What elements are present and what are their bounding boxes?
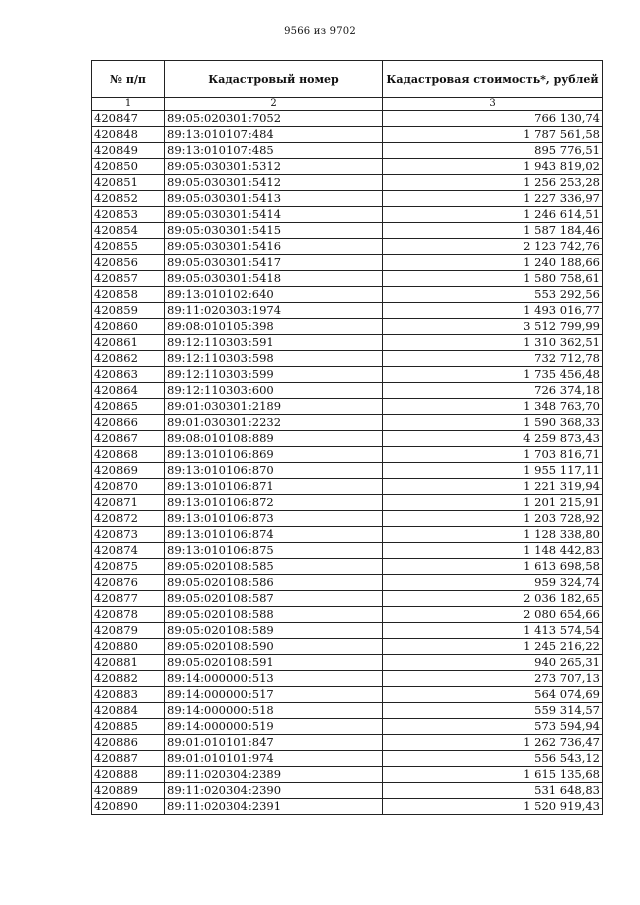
row-number-cell: 420876 <box>92 575 165 591</box>
table-row <box>92 623 603 639</box>
row-number-cell: 420884 <box>92 703 165 719</box>
row-number-cell: 420874 <box>92 543 165 559</box>
cadastral-value-cell: 1 227 336,97 <box>383 191 603 207</box>
cadastral-number-cell: 89:05:030301:5416 <box>165 239 383 255</box>
table-row <box>92 319 603 335</box>
cadastral-value-cell: 1 348 763,70 <box>383 399 603 415</box>
table-row <box>92 159 603 175</box>
row-number-cell: 420866 <box>92 415 165 431</box>
cadastral-number-cell: 89:13:010106:869 <box>165 447 383 463</box>
cadastral-value-cell: 726 374,18 <box>383 383 603 399</box>
cadastral-value-cell: 1 590 368,33 <box>383 415 603 431</box>
row-number-cell: 420870 <box>92 479 165 495</box>
table-row <box>92 223 603 239</box>
row-number-cell: 420878 <box>92 607 165 623</box>
table-row <box>92 143 603 159</box>
cadastral-value-cell: 1 245 216,22 <box>383 639 603 655</box>
cadastral-value-cell: 1 520 919,43 <box>383 799 603 815</box>
cadastral-value-cell: 732 712,78 <box>383 351 603 367</box>
table-row <box>92 335 603 351</box>
row-number-cell: 420883 <box>92 687 165 703</box>
row-number-cell: 420848 <box>92 127 165 143</box>
cadastral-value-cell: 1 240 188,66 <box>383 255 603 271</box>
column-number: 1 <box>92 98 165 111</box>
table-row <box>92 703 603 719</box>
row-number-cell: 420857 <box>92 271 165 287</box>
cadastral-number-cell: 89:13:010107:484 <box>165 127 383 143</box>
cadastral-number-cell: 89:05:030301:5414 <box>165 207 383 223</box>
header-cadastral-number: Кадастровый номер <box>165 61 383 98</box>
row-number-cell: 420875 <box>92 559 165 575</box>
cadastral-value-cell: 1 256 253,28 <box>383 175 603 191</box>
header-cadastral-value: Кадастровая стоимость*, рублей <box>383 61 603 98</box>
column-number: 3 <box>383 98 603 111</box>
table-row <box>92 799 603 815</box>
column-number: 2 <box>165 98 383 111</box>
cadastral-number-cell: 89:05:020108:590 <box>165 639 383 655</box>
cadastral-number-cell: 89:05:030301:5415 <box>165 223 383 239</box>
cadastral-number-cell: 89:05:020301:7052 <box>165 111 383 127</box>
cadastral-number-cell: 89:05:020108:588 <box>165 607 383 623</box>
cadastral-value-cell: 531 648,83 <box>383 783 603 799</box>
table-row <box>92 559 603 575</box>
row-number-cell: 420882 <box>92 671 165 687</box>
cadastral-number-cell: 89:05:020108:586 <box>165 575 383 591</box>
table-row <box>92 271 603 287</box>
cadastral-number-cell: 89:13:010106:872 <box>165 495 383 511</box>
table-row <box>92 655 603 671</box>
table-row <box>92 543 603 559</box>
row-number-cell: 420880 <box>92 639 165 655</box>
cadastral-value-cell: 1 148 442,83 <box>383 543 603 559</box>
row-number-cell: 420867 <box>92 431 165 447</box>
row-number-cell: 420885 <box>92 719 165 735</box>
table-row <box>92 287 603 303</box>
table-row <box>92 479 603 495</box>
row-number-cell: 420860 <box>92 319 165 335</box>
table-header-row <box>92 61 603 98</box>
table-row <box>92 495 603 511</box>
table-row <box>92 367 603 383</box>
row-number-cell: 420877 <box>92 591 165 607</box>
cadastral-number-cell: 89:05:020108:589 <box>165 623 383 639</box>
cadastral-number-cell: 89:13:010102:640 <box>165 287 383 303</box>
cadastral-value-cell: 895 776,51 <box>383 143 603 159</box>
row-number-cell: 420864 <box>92 383 165 399</box>
row-number-cell: 420869 <box>92 463 165 479</box>
table-row <box>92 303 603 319</box>
cadastral-number-cell: 89:13:010106:875 <box>165 543 383 559</box>
cadastral-value-cell: 1 943 819,02 <box>383 159 603 175</box>
row-number-cell: 420855 <box>92 239 165 255</box>
cadastral-number-cell: 89:05:020108:587 <box>165 591 383 607</box>
cadastral-value-cell: 564 074,69 <box>383 687 603 703</box>
row-number-cell: 420856 <box>92 255 165 271</box>
table-row <box>92 751 603 767</box>
cadastral-number-cell: 89:08:010105:398 <box>165 319 383 335</box>
table-row <box>92 191 603 207</box>
cadastral-number-cell: 89:05:030301:5413 <box>165 191 383 207</box>
cadastral-number-cell: 89:14:000000:519 <box>165 719 383 735</box>
table-row <box>92 783 603 799</box>
cadastral-value-cell: 1 613 698,58 <box>383 559 603 575</box>
cadastral-number-cell: 89:05:030301:5412 <box>165 175 383 191</box>
cadastral-number-cell: 89:05:030301:5418 <box>165 271 383 287</box>
cadastral-value-cell: 273 707,13 <box>383 671 603 687</box>
cadastral-number-cell: 89:11:020304:2389 <box>165 767 383 783</box>
table-row <box>92 511 603 527</box>
table-row <box>92 719 603 735</box>
row-number-cell: 420862 <box>92 351 165 367</box>
row-number-cell: 420890 <box>92 799 165 815</box>
row-number-cell: 420879 <box>92 623 165 639</box>
cadastral-value-cell: 556 543,12 <box>383 751 603 767</box>
row-number-cell: 420850 <box>92 159 165 175</box>
cadastral-number-cell: 89:12:110303:598 <box>165 351 383 367</box>
table-row <box>92 527 603 543</box>
cadastral-number-cell: 89:05:030301:5417 <box>165 255 383 271</box>
cadastral-number-cell: 89:01:030301:2189 <box>165 399 383 415</box>
cadastral-number-cell: 89:11:020304:2391 <box>165 799 383 815</box>
cadastral-value-cell: 4 259 873,43 <box>383 431 603 447</box>
cadastral-value-cell: 3 512 799,99 <box>383 319 603 335</box>
row-number-cell: 420887 <box>92 751 165 767</box>
table-row <box>92 399 603 415</box>
cadastral-value-cell: 1 615 135,68 <box>383 767 603 783</box>
row-number-cell: 420859 <box>92 303 165 319</box>
cadastral-value-cell: 959 324,74 <box>383 575 603 591</box>
cadastral-value-cell: 1 310 362,51 <box>383 335 603 351</box>
row-number-cell: 420849 <box>92 143 165 159</box>
cadastral-number-cell: 89:13:010106:870 <box>165 463 383 479</box>
header-row-number: № п/п <box>92 61 165 98</box>
cadastral-value-cell: 2 123 742,76 <box>383 239 603 255</box>
cadastral-value-cell: 1 203 728,92 <box>383 511 603 527</box>
cadastral-value-cell: 1 201 215,91 <box>383 495 603 511</box>
table-row <box>92 415 603 431</box>
cadastral-number-cell: 89:14:000000:517 <box>165 687 383 703</box>
cadastral-value-cell: 573 594,94 <box>383 719 603 735</box>
table-row <box>92 383 603 399</box>
table-row <box>92 175 603 191</box>
cadastral-number-cell: 89:11:020304:2390 <box>165 783 383 799</box>
cadastral-value-cell: 940 265,31 <box>383 655 603 671</box>
cadastral-value-cell: 1 413 574,54 <box>383 623 603 639</box>
row-number-cell: 420861 <box>92 335 165 351</box>
row-number-cell: 420851 <box>92 175 165 191</box>
cadastral-number-cell: 89:08:010108:889 <box>165 431 383 447</box>
cadastral-value-cell: 1 787 561,58 <box>383 127 603 143</box>
row-number-cell: 420873 <box>92 527 165 543</box>
page-header: 9566 из 9702 <box>284 26 356 37</box>
cadastral-value-cell: 1 128 338,80 <box>383 527 603 543</box>
table-row <box>92 255 603 271</box>
cadastral-number-cell: 89:13:010106:871 <box>165 479 383 495</box>
table-row <box>92 239 603 255</box>
table-row <box>92 687 603 703</box>
cadastral-value-cell: 1 580 758,61 <box>383 271 603 287</box>
table-row <box>92 463 603 479</box>
table-row <box>92 639 603 655</box>
cadastral-number-cell: 89:01:030301:2232 <box>165 415 383 431</box>
row-number-cell: 420854 <box>92 223 165 239</box>
cadastral-number-cell: 89:01:010101:974 <box>165 751 383 767</box>
row-number-cell: 420865 <box>92 399 165 415</box>
table-row <box>92 591 603 607</box>
row-number-cell: 420871 <box>92 495 165 511</box>
cadastral-value-cell: 1 221 319,94 <box>383 479 603 495</box>
cadastral-value-cell: 1 735 456,48 <box>383 367 603 383</box>
table-row <box>92 127 603 143</box>
column-number-row <box>92 98 603 111</box>
cadastral-value-cell: 766 130,74 <box>383 111 603 127</box>
cadastral-number-cell: 89:01:010101:847 <box>165 735 383 751</box>
cadastral-value-cell: 559 314,57 <box>383 703 603 719</box>
cadastral-number-cell: 89:11:020303:1974 <box>165 303 383 319</box>
cadastral-number-cell: 89:13:010107:485 <box>165 143 383 159</box>
cadastral-value-cell: 1 587 184,46 <box>383 223 603 239</box>
cadastral-number-cell: 89:05:020108:585 <box>165 559 383 575</box>
cadastral-number-cell: 89:14:000000:518 <box>165 703 383 719</box>
row-number-cell: 420868 <box>92 447 165 463</box>
table-row <box>92 767 603 783</box>
cadastral-number-cell: 89:05:030301:5312 <box>165 159 383 175</box>
cadastral-value-cell: 553 292,56 <box>383 287 603 303</box>
row-number-cell: 420852 <box>92 191 165 207</box>
table-row <box>92 431 603 447</box>
cadastral-number-cell: 89:12:110303:591 <box>165 335 383 351</box>
cadastral-value-cell: 1 493 016,77 <box>383 303 603 319</box>
cadastral-number-cell: 89:12:110303:600 <box>165 383 383 399</box>
table-row <box>92 575 603 591</box>
cadastral-value-cell: 2 036 182,65 <box>383 591 603 607</box>
cadastral-number-cell: 89:12:110303:599 <box>165 367 383 383</box>
table-row <box>92 735 603 751</box>
row-number-cell: 420858 <box>92 287 165 303</box>
cadastral-number-cell: 89:14:000000:513 <box>165 671 383 687</box>
cadastral-number-cell: 89:05:020108:591 <box>165 655 383 671</box>
table-row <box>92 207 603 223</box>
row-number-cell: 420889 <box>92 783 165 799</box>
cadastral-value-table <box>91 60 603 815</box>
table-row <box>92 351 603 367</box>
table-body <box>92 111 603 815</box>
row-number-cell: 420881 <box>92 655 165 671</box>
table-row <box>92 111 603 127</box>
cadastral-number-cell: 89:13:010106:873 <box>165 511 383 527</box>
cadastral-value-cell: 1 262 736,47 <box>383 735 603 751</box>
row-number-cell: 420872 <box>92 511 165 527</box>
row-number-cell: 420863 <box>92 367 165 383</box>
row-number-cell: 420847 <box>92 111 165 127</box>
row-number-cell: 420886 <box>92 735 165 751</box>
cadastral-value-cell: 1 246 614,51 <box>383 207 603 223</box>
table-row <box>92 607 603 623</box>
table-row <box>92 671 603 687</box>
cadastral-number-cell: 89:13:010106:874 <box>165 527 383 543</box>
cadastral-value-cell: 1 703 816,71 <box>383 447 603 463</box>
cadastral-value-cell: 2 080 654,66 <box>383 607 603 623</box>
cadastral-value-cell: 1 955 117,11 <box>383 463 603 479</box>
table-row <box>92 447 603 463</box>
row-number-cell: 420853 <box>92 207 165 223</box>
row-number-cell: 420888 <box>92 767 165 783</box>
